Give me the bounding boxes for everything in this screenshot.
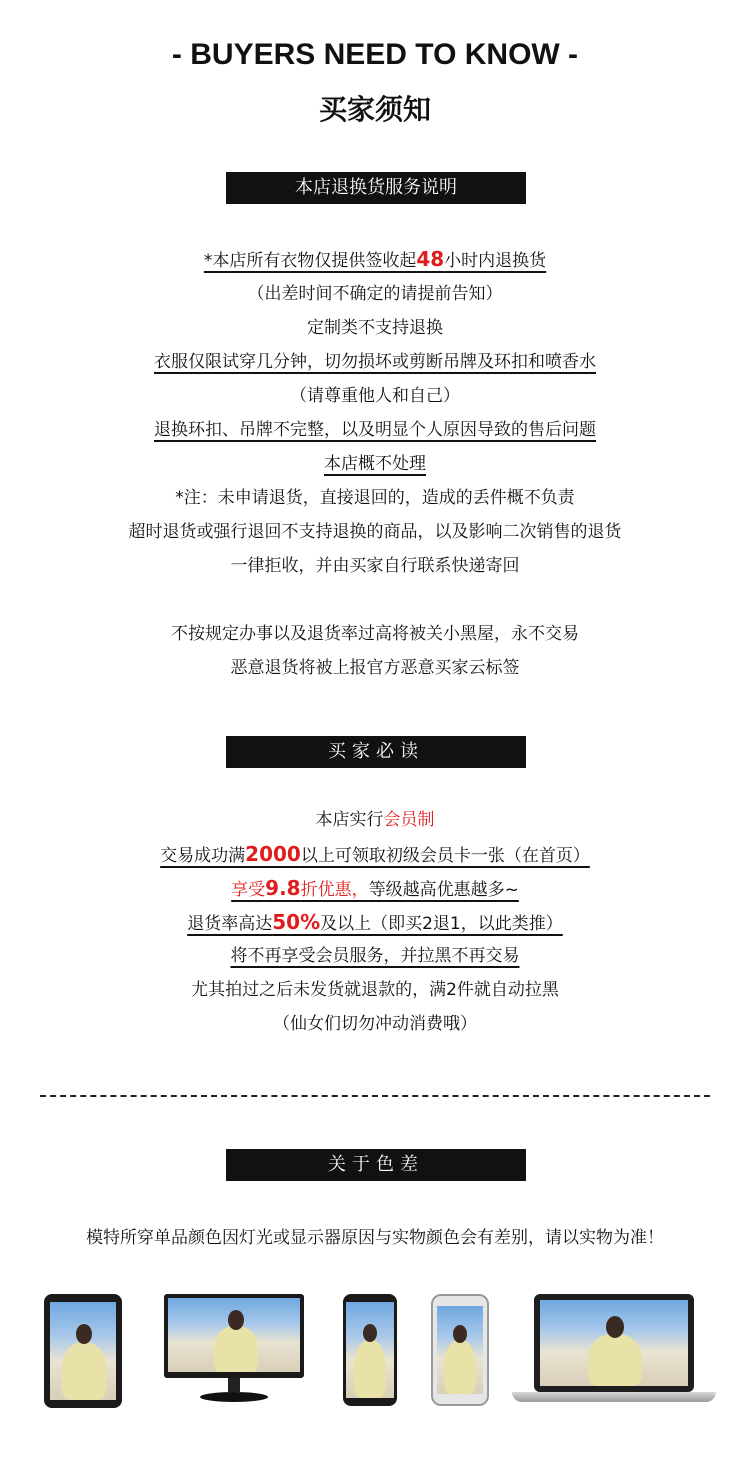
returns-line-12: 恶意退货将被上报官方恶意买家云标签 xyxy=(230,658,520,678)
returns-line-9: 超时退货或强行退回不支持退换的商品，以及影响二次销售的退货 xyxy=(128,522,622,542)
title-english: - BUYERS NEED TO KNOW - xyxy=(171,38,579,71)
returns-line-7 xyxy=(0,454,750,474)
returns-line-1-text: *本店所有衣物仅提供签收起 xyxy=(203,251,417,271)
returns-line-8: *注：未申请退货，直接退回的，造成的丢件概不负责 xyxy=(175,488,575,508)
section-heading-must-read: 买家必读 xyxy=(226,736,526,768)
member-line-5 xyxy=(0,946,750,966)
returns-line-1-tail: 小时内退换货 xyxy=(444,251,547,271)
member-line-4 xyxy=(0,912,750,934)
section-heading-returns: 本店退换货服务说明 xyxy=(226,172,526,204)
member-line-7: （仙女们切勿冲动消费哦） xyxy=(273,1014,477,1034)
phone-1-screen-image xyxy=(346,1302,394,1398)
member-threshold: 2000 xyxy=(245,842,301,866)
returns-line-5: （请尊重他人和自己） xyxy=(290,386,460,406)
member-line-4-text: 退货率高达 xyxy=(187,914,273,934)
phone-device-1 xyxy=(343,1294,397,1406)
member-line-1-text: 本店实行 xyxy=(315,810,384,830)
returns-line-6-text: 退换环扣、吊牌不完整，以及明显个人原因导致的售后问题 xyxy=(154,420,596,440)
member-line-1 xyxy=(0,810,750,830)
member-line-6: 尤其拍过之后未发货就退款的，满2件就自动拉黑 xyxy=(191,980,559,1000)
member-line-3-tail: 等级越高优惠越多~ xyxy=(368,880,519,900)
member-line-2-text: 交易成功满 xyxy=(160,846,246,866)
returns-line-4 xyxy=(0,352,750,372)
section-heading-color-difference: 关于色差 xyxy=(226,1149,526,1181)
returns-line-3: 定制类不支持退换 xyxy=(307,318,443,338)
member-line-2-tail: 以上可领取初级会员卡一张（在首页） xyxy=(300,846,590,866)
laptop-screen-image xyxy=(540,1300,688,1386)
dashed-divider xyxy=(40,1095,710,1097)
returns-line-10: 一律拒收，并由买家自行联系快递寄回 xyxy=(230,556,520,576)
laptop-device xyxy=(512,1294,716,1406)
tablet-device xyxy=(44,1294,122,1408)
phone-device-2 xyxy=(431,1294,489,1406)
tablet-screen-image xyxy=(50,1302,116,1400)
returns-line-7-text: 本店概不处理 xyxy=(324,454,426,474)
member-discount: 9.8 xyxy=(265,876,301,900)
returns-line-2: （出差时间不确定的请提前告知） xyxy=(247,284,503,304)
title-chinese: 买家须知 xyxy=(318,93,431,126)
member-line-3-red2: 折优惠， xyxy=(300,880,369,900)
returns-line-1 xyxy=(0,249,750,271)
color-difference-note: 模特所穿单品颜色因灯光或显示器原因与实物颜色会有差别，请以实物为准！ xyxy=(86,1228,664,1248)
member-line-5-text: 将不再享受会员服务，并拉黑不再交易 xyxy=(230,946,520,966)
device-comparison xyxy=(0,1290,750,1420)
returns-line-4-text: 衣服仅限试穿几分钟，切勿损坏或剪断吊牌及环扣和喷香水 xyxy=(154,352,596,372)
monitor-screen-image xyxy=(168,1298,300,1372)
return-rate: 50% xyxy=(272,910,321,934)
returns-hours: 48 xyxy=(416,247,445,271)
returns-line-11: 不按规定办事以及退货率过高将被关小黑屋，永不交易 xyxy=(171,624,579,644)
monitor-device xyxy=(164,1294,304,1406)
member-line-4-tail: 及以上（即买2退1，以此类推） xyxy=(320,914,563,934)
member-system: 会员制 xyxy=(383,810,435,830)
returns-line-6 xyxy=(0,420,750,440)
member-line-2 xyxy=(0,844,750,866)
phone-2-screen-image xyxy=(437,1306,483,1394)
member-line-3-red: 享受 xyxy=(231,880,266,900)
member-line-3 xyxy=(0,878,750,900)
